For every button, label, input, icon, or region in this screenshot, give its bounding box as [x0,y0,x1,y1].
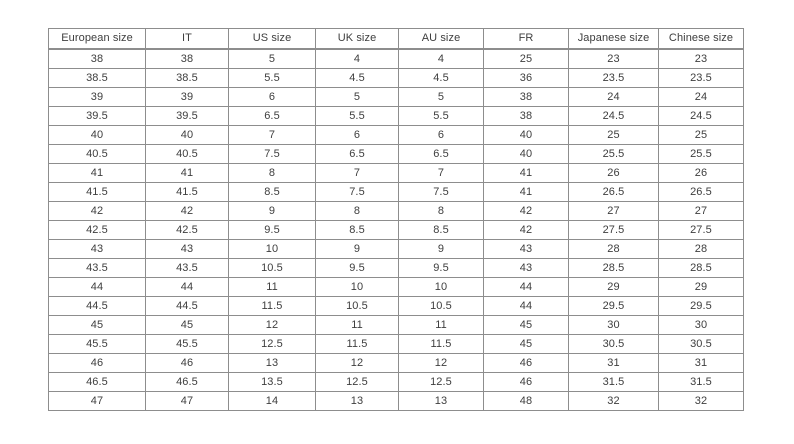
table-cell: 43 [49,240,146,259]
table-cell: 5.5 [399,107,484,126]
table-cell: 4 [399,49,484,69]
table-cell: 4.5 [399,69,484,88]
table-cell: 27.5 [659,221,744,240]
table-cell: 14 [229,392,316,411]
table-cell: 11 [316,316,399,335]
table-cell: 45 [484,316,569,335]
table-cell: 29 [659,278,744,297]
table-cell: 10.5 [229,259,316,278]
table-cell: 47 [49,392,146,411]
table-cell: 42.5 [49,221,146,240]
table-cell: 7.5 [229,145,316,164]
column-header: FR [484,29,569,50]
table-cell: 23.5 [659,69,744,88]
table-row [49,221,744,240]
table-cell: 30 [569,316,659,335]
table-cell: 41 [146,164,229,183]
table-cell: 7 [316,164,399,183]
table-cell: 23 [659,49,744,69]
table-cell: 25.5 [659,145,744,164]
table-cell: 13 [316,392,399,411]
table-cell: 46 [484,373,569,392]
table-cell: 42 [146,202,229,221]
table-cell: 40.5 [146,145,229,164]
table-row [49,259,744,278]
table-cell: 24 [659,88,744,107]
table-cell: 5.5 [316,107,399,126]
table-cell: 43 [146,240,229,259]
table-cell: 39.5 [49,107,146,126]
table-cell: 48 [484,392,569,411]
table-cell: 24 [569,88,659,107]
column-header: European size [49,29,146,50]
table-cell: 32 [659,392,744,411]
table-cell: 27 [659,202,744,221]
table-cell: 40 [146,126,229,145]
table-cell: 13 [229,354,316,373]
table-cell: 9 [316,240,399,259]
table-cell: 28.5 [659,259,744,278]
table-cell: 8.5 [229,183,316,202]
table-cell: 28.5 [569,259,659,278]
table-cell: 7 [399,164,484,183]
table-cell: 31.5 [659,373,744,392]
table-cell: 26 [569,164,659,183]
table-cell: 26.5 [569,183,659,202]
table-row [49,145,744,164]
table-cell: 6 [316,126,399,145]
table-cell: 28 [659,240,744,259]
table-cell: 30.5 [659,335,744,354]
table-cell: 12.5 [316,373,399,392]
table-cell: 40.5 [49,145,146,164]
table-cell: 24.5 [659,107,744,126]
table-cell: 43.5 [146,259,229,278]
table-cell: 6 [229,88,316,107]
table-cell: 5 [229,49,316,69]
table-cell: 41 [484,183,569,202]
table-cell: 44 [49,278,146,297]
table-cell: 47 [146,392,229,411]
table-cell: 39 [146,88,229,107]
table-cell: 10 [316,278,399,297]
table-row [49,202,744,221]
table-cell: 32 [569,392,659,411]
table-cell: 8.5 [399,221,484,240]
column-header: Japanese size [569,29,659,50]
table-cell: 41.5 [146,183,229,202]
table-cell: 31 [569,354,659,373]
table-cell: 11 [399,316,484,335]
table-cell: 29.5 [569,297,659,316]
table-cell: 45 [49,316,146,335]
table-cell: 38 [49,49,146,69]
table-cell: 38.5 [146,69,229,88]
table-cell: 24.5 [569,107,659,126]
table-cell: 45 [484,335,569,354]
table-cell: 9 [229,202,316,221]
column-header: US size [229,29,316,50]
table-cell: 40 [49,126,146,145]
table-row [49,354,744,373]
table-cell: 38.5 [49,69,146,88]
table-cell: 6.5 [316,145,399,164]
table-row [49,69,744,88]
table-cell: 46 [484,354,569,373]
table-cell: 39 [49,88,146,107]
column-header: AU size [399,29,484,50]
table-cell: 30 [659,316,744,335]
table-cell: 27 [569,202,659,221]
table-cell: 43.5 [49,259,146,278]
table-cell: 43 [484,240,569,259]
table-row [49,392,744,411]
table-cell: 13.5 [229,373,316,392]
table-cell: 31 [659,354,744,373]
table-cell: 29.5 [659,297,744,316]
table-cell: 4.5 [316,69,399,88]
table-cell: 45 [146,316,229,335]
table-cell: 46.5 [49,373,146,392]
table-cell: 7 [229,126,316,145]
table-row [49,316,744,335]
table-cell: 26 [659,164,744,183]
table-cell: 6 [399,126,484,145]
column-header: UK size [316,29,399,50]
table-cell: 42.5 [146,221,229,240]
table-cell: 41.5 [49,183,146,202]
table-cell: 13 [399,392,484,411]
table-cell: 23.5 [569,69,659,88]
table-cell: 28 [569,240,659,259]
table-cell: 46 [146,354,229,373]
table-cell: 10 [229,240,316,259]
table-row [49,373,744,392]
table-cell: 45.5 [146,335,229,354]
table-cell: 41 [484,164,569,183]
table-row [49,107,744,126]
table-cell: 11 [229,278,316,297]
table-cell: 11.5 [316,335,399,354]
table-cell: 7.5 [316,183,399,202]
table-cell: 10 [399,278,484,297]
table-cell: 44 [484,297,569,316]
table-cell: 25 [659,126,744,145]
table-cell: 10.5 [399,297,484,316]
table-cell: 6.5 [229,107,316,126]
table-cell: 38 [484,107,569,126]
table-cell: 9 [399,240,484,259]
table-cell: 7.5 [399,183,484,202]
table-cell: 38 [484,88,569,107]
size-conversion-table [48,28,744,411]
table-row [49,297,744,316]
table-cell: 25 [569,126,659,145]
table-cell: 36 [484,69,569,88]
column-header: IT [146,29,229,50]
table-cell: 25 [484,49,569,69]
table-cell: 11.5 [399,335,484,354]
table-cell: 26.5 [659,183,744,202]
table-cell: 12.5 [229,335,316,354]
column-header: Chinese size [659,29,744,50]
table-cell: 41 [49,164,146,183]
table-header [49,29,744,50]
table-cell: 39.5 [146,107,229,126]
table-cell: 31.5 [569,373,659,392]
table-cell: 45.5 [49,335,146,354]
table-row [49,240,744,259]
table-cell: 8 [229,164,316,183]
table-cell: 5.5 [229,69,316,88]
table-cell: 30.5 [569,335,659,354]
table-row [49,49,744,69]
table-row [49,126,744,145]
table-cell: 9.5 [229,221,316,240]
table-row [49,164,744,183]
table-cell: 40 [484,126,569,145]
table-row [49,88,744,107]
table-cell: 12 [229,316,316,335]
table-cell: 8 [316,202,399,221]
table-row [49,335,744,354]
table-cell: 44 [146,278,229,297]
table-cell: 29 [569,278,659,297]
table-cell: 8.5 [316,221,399,240]
table-cell: 38 [146,49,229,69]
table-cell: 42 [49,202,146,221]
table-row [49,183,744,202]
table-cell: 42 [484,221,569,240]
table-cell: 40 [484,145,569,164]
table-row [49,278,744,297]
table-cell: 12 [316,354,399,373]
table-cell: 23 [569,49,659,69]
table-cell: 12.5 [399,373,484,392]
table-cell: 6.5 [399,145,484,164]
table-cell: 43 [484,259,569,278]
table-cell: 9.5 [399,259,484,278]
table-cell: 12 [399,354,484,373]
table-cell: 8 [399,202,484,221]
table-cell: 44.5 [146,297,229,316]
table-cell: 10.5 [316,297,399,316]
table-cell: 5 [399,88,484,107]
header-row [49,29,744,50]
table-cell: 44.5 [49,297,146,316]
table-cell: 4 [316,49,399,69]
table-cell: 5 [316,88,399,107]
table-cell: 42 [484,202,569,221]
table-cell: 27.5 [569,221,659,240]
table-cell: 9.5 [316,259,399,278]
table-cell: 25.5 [569,145,659,164]
table-cell: 44 [484,278,569,297]
table-body [49,49,744,411]
table-cell: 46 [49,354,146,373]
table-cell: 11.5 [229,297,316,316]
table-cell: 46.5 [146,373,229,392]
